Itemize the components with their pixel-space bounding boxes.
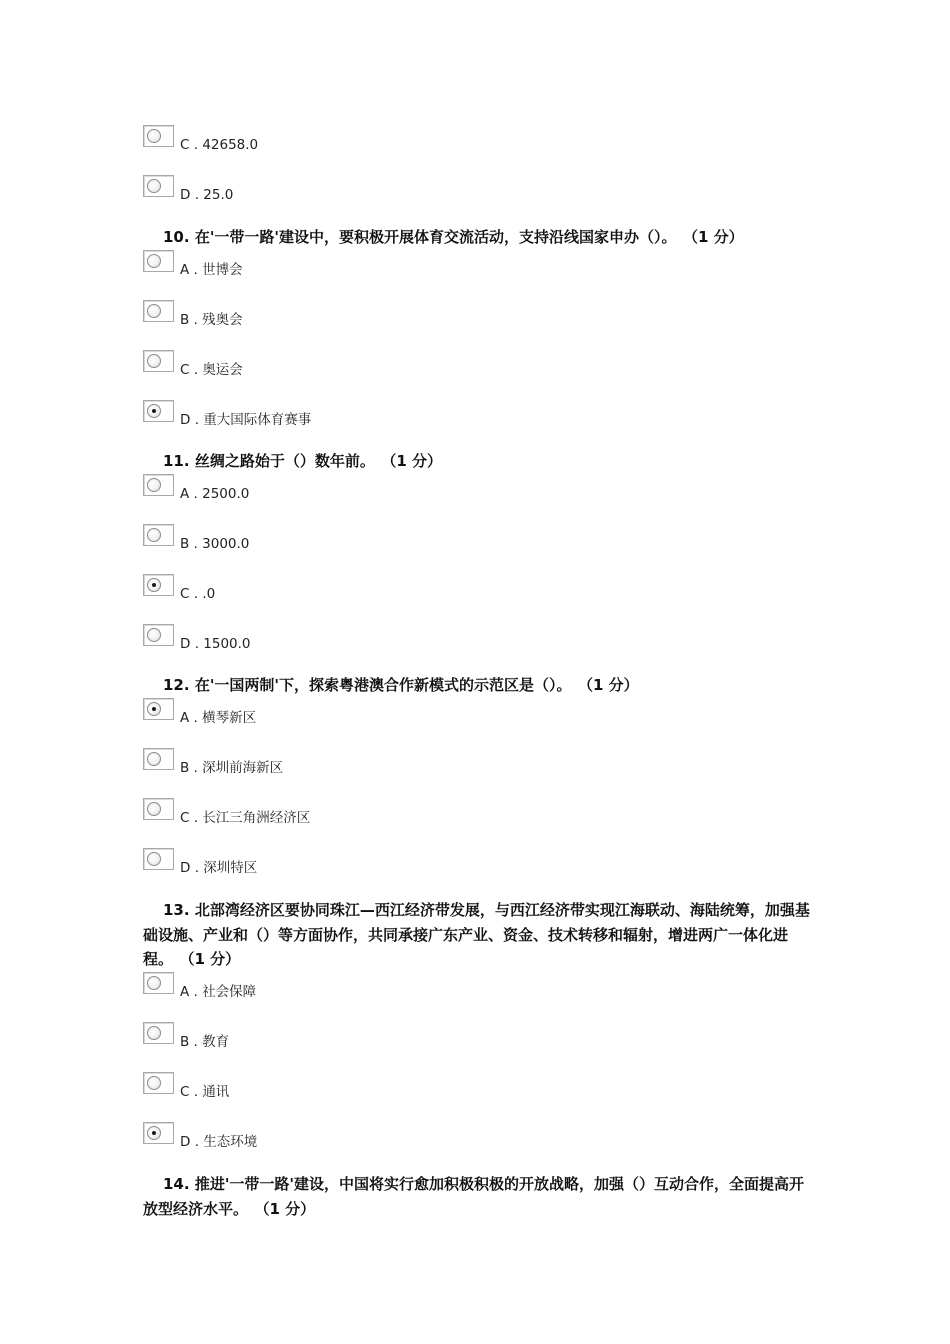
question-score: （1 分） <box>388 452 442 470</box>
radio-button[interactable] <box>143 175 174 197</box>
option-label: B . 教育 <box>180 1034 230 1050</box>
option-label: D . 25.0 <box>180 187 234 203</box>
radio-selected-dot-icon <box>152 409 156 413</box>
radio-circle-icon <box>147 354 161 368</box>
radio-circle-icon <box>147 478 161 492</box>
radio-circle-icon <box>147 628 161 642</box>
question-score: （1 分） <box>187 950 241 968</box>
option-label: A . 世博会 <box>180 262 243 278</box>
option-label: C . 长江三角洲经济区 <box>180 810 311 826</box>
radio-circle-icon <box>147 1076 161 1090</box>
radio-button[interactable] <box>143 624 174 646</box>
option-label: D . 重大国际体育赛事 <box>180 412 312 428</box>
radio-button[interactable] <box>143 524 174 546</box>
radio-selected-dot-icon <box>152 707 156 711</box>
option-label: D . 深圳特区 <box>180 860 258 876</box>
radio-button[interactable] <box>143 1122 174 1144</box>
radio-circle-icon <box>147 702 161 716</box>
question-number: 10. <box>163 228 190 246</box>
option-label: B . 深圳前海新区 <box>180 760 284 776</box>
radio-selected-dot-icon <box>152 1131 156 1135</box>
question-number: 14. <box>163 1175 190 1193</box>
question-score: （1 分） <box>690 228 744 246</box>
radio-circle-icon <box>147 1026 161 1040</box>
radio-circle-icon <box>147 578 161 592</box>
question-score: （1 分） <box>585 676 639 694</box>
radio-circle-icon <box>147 254 161 268</box>
radio-button[interactable] <box>143 400 174 422</box>
radio-button[interactable] <box>143 748 174 770</box>
radio-circle-icon <box>147 976 161 990</box>
radio-button[interactable] <box>143 574 174 596</box>
radio-circle-icon <box>147 1126 161 1140</box>
option-label: A . 横琴新区 <box>180 710 257 726</box>
question-10 <box>143 225 811 250</box>
option-label: C . .0 <box>180 586 216 602</box>
radio-button[interactable] <box>143 1022 174 1044</box>
radio-circle-icon <box>147 802 161 816</box>
option-label: D . 1500.0 <box>180 636 251 652</box>
question-number: 12. <box>163 676 190 694</box>
question-text: 北部湾经济区要协同珠江—西江经济带发展，与西江经济带实现江海联动、海陆统筹，加强基础设施、产业和（）等方面协作，共同承接广东产业、资金、技术转移和辐射，增进两广一体化进程。 <box>143 901 810 968</box>
option-label: B . 残奥会 <box>180 312 243 328</box>
radio-button[interactable] <box>143 350 174 372</box>
radio-circle-icon <box>147 304 161 318</box>
radio-circle-icon <box>147 528 161 542</box>
radio-button[interactable] <box>143 250 174 272</box>
option-label: D . 生态环境 <box>180 1134 258 1150</box>
radio-selected-dot-icon <box>152 583 156 587</box>
radio-button[interactable] <box>143 798 174 820</box>
radio-button[interactable] <box>143 300 174 322</box>
option-label: C . 奥运会 <box>180 362 243 378</box>
option-label: A . 社会保障 <box>180 984 257 1000</box>
question-text: 在'一国两制'下，探索粤港澳合作新模式的示范区是（）。 <box>194 676 572 694</box>
option-label: A . 2500.0 <box>180 486 250 502</box>
question-number: 13. <box>163 901 190 919</box>
radio-button[interactable] <box>143 972 174 994</box>
radio-circle-icon <box>147 179 161 193</box>
question-text: 丝绸之路始于（）数年前。 <box>194 452 375 470</box>
radio-circle-icon <box>147 404 161 418</box>
radio-circle-icon <box>147 752 161 766</box>
question-score: （1 分） <box>262 1199 316 1218</box>
question-11 <box>143 449 811 474</box>
radio-button[interactable] <box>143 474 174 496</box>
radio-button[interactable] <box>143 698 174 720</box>
question-14 <box>143 1172 811 1221</box>
question-number: 11. <box>163 452 190 470</box>
radio-circle-icon <box>147 129 161 143</box>
question-text: 在'一带一路'建设中，要积极开展体育交流活动，支持沿线国家申办（）。 <box>194 228 677 246</box>
radio-circle-icon <box>147 852 161 866</box>
radio-button[interactable] <box>143 1072 174 1094</box>
radio-button[interactable] <box>143 125 174 147</box>
radio-button[interactable] <box>143 848 174 870</box>
option-label: C . 42658.0 <box>180 137 259 153</box>
question-text: 推进'一带一路'建设，中国将实行愈加积极积极的开放战略，加强（）互动合作，全面提高开放型经济水平。 <box>143 1175 805 1218</box>
option-label: B . 3000.0 <box>180 536 250 552</box>
question-13 <box>143 898 811 972</box>
question-12 <box>143 673 811 698</box>
option-label: C . 通讯 <box>180 1084 230 1100</box>
